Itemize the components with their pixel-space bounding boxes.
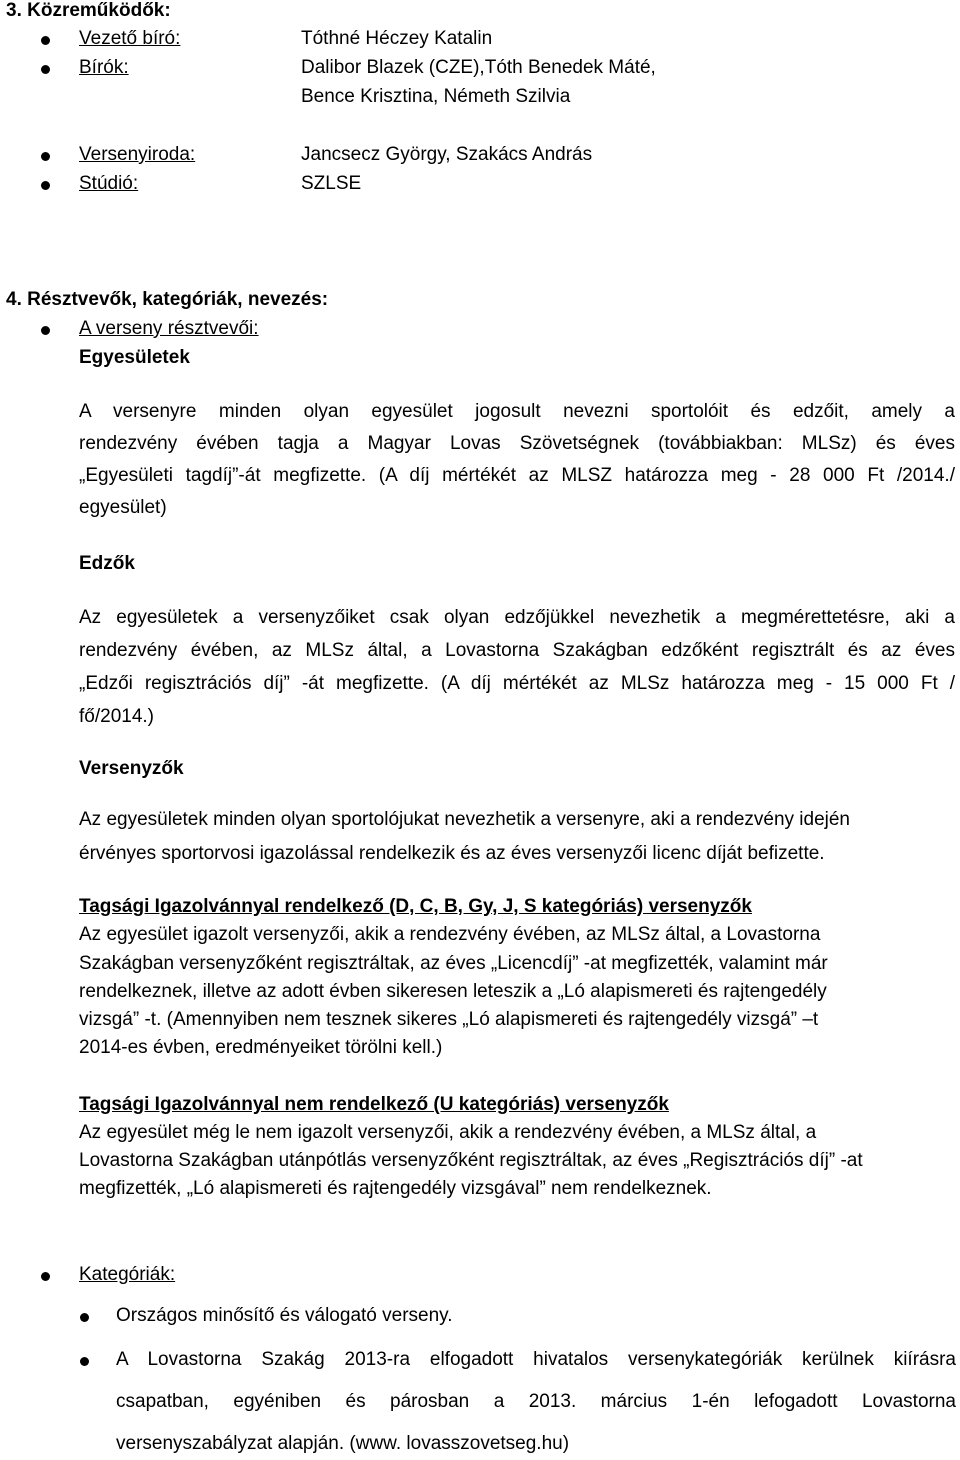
unlicensed-title: Tagsági Igazolvánnyal nem rendelkező (U kategóriás) versenyzők xyxy=(79,1094,669,1115)
paragraph-line: egyesület) xyxy=(79,497,167,518)
label-lead-judge: Vezető bíró: xyxy=(79,28,181,49)
paragraph-line: csapatban, egyéniben és párosban a 2013. március 1-én lefogadott Lovastorna xyxy=(116,1391,956,1412)
bullet-icon xyxy=(80,1357,89,1366)
category-item xyxy=(116,1346,956,1458)
bullet-icon xyxy=(80,1313,89,1322)
value-studio: SZLSE xyxy=(301,173,362,194)
label-studio: Stúdió: xyxy=(79,173,139,194)
participants-label: A verseny résztvevői: xyxy=(79,318,259,339)
value-lead-judge: Tóthné Héczey Katalin xyxy=(301,28,493,49)
category-item: Országos minősítő és válogató verseny. xyxy=(116,1305,453,1326)
paragraph-line: A Lovastorna Szakág 2013-ra elfogadott hivatalos versenykategóriák kerülnek kiírásra xyxy=(116,1349,956,1370)
paragraph-line: Az egyesületek minden olyan sportolójukat nevezhetik a versenyre, aki a rendezvény idején xyxy=(79,809,851,830)
paragraph-line: rendelkeznek, illetve az adott évben sikeresen leteszik a „Ló alapismereti és rajtengedély xyxy=(79,981,827,1002)
label-office: Versenyiroda: xyxy=(79,144,196,165)
label-judges: Bírók: xyxy=(79,57,129,78)
licensed-title: Tagsági Igazolvánnyal rendelkező (D, C, B, Gy, J, S kategóriás) versenyzők xyxy=(79,896,752,917)
paragraph-line: rendezvény évében tagja a Magyar Lovas Szövetségnek (továbbiakban: MLSz) és éves xyxy=(79,433,955,454)
paragraph-line: vizsgá” -t. (Amennyiben nem tesznek sikeres „Ló alapismereti és rajtengedély vizsgá” –t xyxy=(79,1009,819,1030)
paragraph-line: megfizették, „Ló alapismereti és rajtengedély vizsgával” nem rendelkeznek. xyxy=(79,1178,712,1199)
value-judges-cont: Bence Krisztina, Németh Szilvia xyxy=(301,86,571,107)
section-4-heading: 4. Résztvevők, kategóriák, nevezés: xyxy=(6,289,329,310)
paragraph-line: Az egyesület még le nem igazolt versenyzői, akik a rendezvény évében, a MLSz által, a xyxy=(79,1122,817,1143)
paragraph-line: „Egyesületi tagdíj”-át megfizette. (A díj mértékét az MLSZ határozza meg - 28 000 Ft /2014./ xyxy=(79,465,955,486)
clubs-paragraph xyxy=(79,398,955,522)
paragraph-line: 2014-es évben, eredményeiket törölni kell.) xyxy=(79,1037,443,1058)
paragraph-line: érvényes sportorvosi igazolással rendelkezik és az éves versenyzői licenc díját befizette. xyxy=(79,843,825,864)
bullet-icon xyxy=(41,326,50,335)
categories-label: Kategóriák: xyxy=(79,1264,176,1285)
paragraph-line: „Edzői regisztrációs díj” -át megfizette. (A díj mértékét az MLSz határozza meg - 15 000 Ft / xyxy=(79,673,955,694)
paragraph-line: Az egyesületek a versenyzőiket csak olyan edzőjükkel nevezhetik a megmérettetésre, aki a xyxy=(79,607,955,628)
coaches-title: Edzők xyxy=(79,553,135,574)
paragraph-line: A versenyre minden olyan egyesület jogosult nevezni sportolóit és edzőit, amely a xyxy=(79,401,955,422)
bullet-icon xyxy=(41,65,50,74)
bullet-icon xyxy=(41,36,50,45)
paragraph-line: rendezvény évében, az MLSz által, a Lovastorna Szakágban edzőként regisztrált és az éves xyxy=(79,640,955,661)
paragraph-line: Lovastorna Szakágban utánpótlás versenyzőként regisztráltak, az éves „Regisztrációs díj” -at xyxy=(79,1150,863,1171)
bullet-icon xyxy=(41,181,50,190)
paragraph-line: Az egyesület igazolt versenyzői, akik a rendezvény évében, az MLSz által, a Lovastorna xyxy=(79,924,821,945)
value-office: Jancsecz György, Szakács András xyxy=(301,144,593,165)
bullet-icon xyxy=(41,152,50,161)
riders-title: Versenyzők xyxy=(79,758,184,779)
value-judges: Dalibor Blazek (CZE),Tóth Benedek Máté, xyxy=(301,57,656,78)
bullet-icon xyxy=(41,1272,50,1281)
paragraph-line: versenyszabályzat alapján. (www. lovasszovetseg.hu) xyxy=(116,1433,570,1454)
paragraph-line: fő/2014.) xyxy=(79,706,154,727)
paragraph-line: Szakágban versenyzőként regisztráltak, az éves „Licencdíj” -at megfizették, valamint már xyxy=(79,953,828,974)
section-3-heading: 3. Közreműködők: xyxy=(6,0,171,21)
clubs-title: Egyesületek xyxy=(79,347,190,368)
coaches-paragraph xyxy=(79,604,955,731)
